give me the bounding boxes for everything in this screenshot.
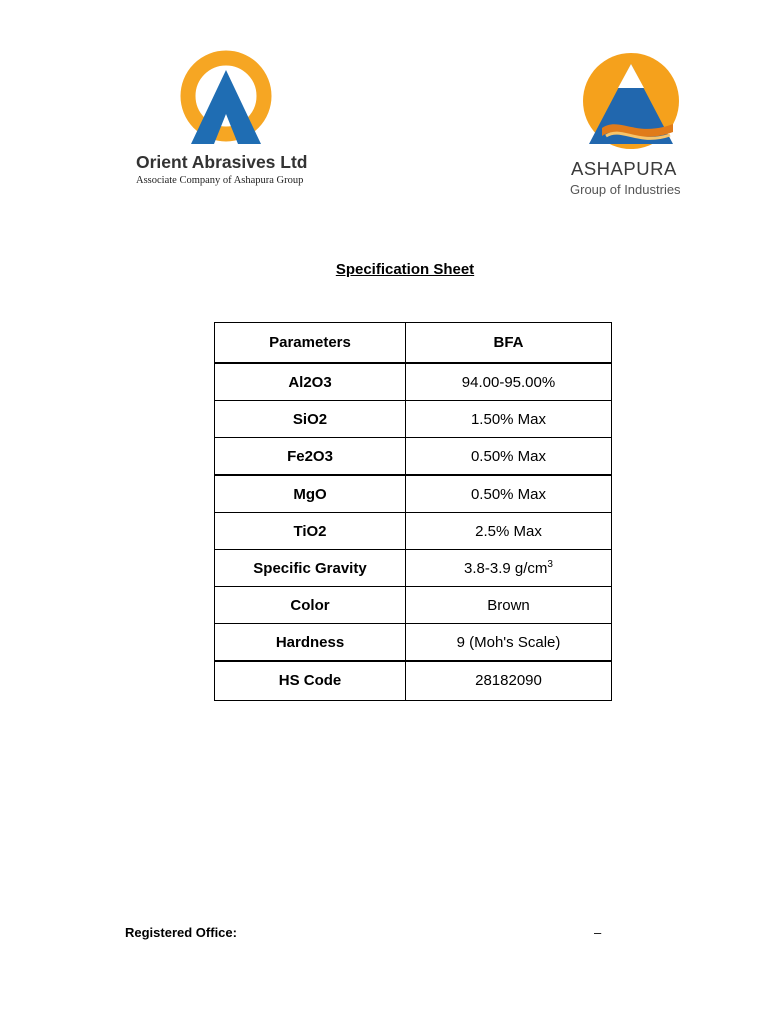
row-param: MgO [215, 475, 406, 513]
row-value: 0.50% Max [406, 438, 612, 476]
row-value: 0.50% Max [406, 475, 612, 513]
ashapura-brand-name: ASHAPURA [571, 158, 677, 179]
table-row [215, 661, 612, 700]
ashapura-brand-subtitle: Group of Industries [570, 182, 681, 197]
specification-table [214, 322, 612, 701]
ashapura-logo [562, 48, 712, 203]
row-value: 2.5% Max [406, 513, 612, 550]
orient-brand-tagline: Associate Company of Ashapura Group [136, 175, 304, 186]
table-row [215, 401, 612, 438]
table-row [215, 513, 612, 550]
orient-logo-mark-icon [176, 48, 276, 148]
row-value: 9 (Moh's Scale) [406, 624, 612, 662]
row-param: Hardness [215, 624, 406, 662]
page-title: Specification Sheet [335, 261, 475, 278]
table-row [215, 624, 612, 662]
table-row [215, 587, 612, 624]
header-bfa: BFA [406, 323, 612, 364]
row-param: Color [215, 587, 406, 624]
row-param: SiO2 [215, 401, 406, 438]
table-header-row [215, 323, 612, 364]
table-row [215, 438, 612, 476]
row-param: Al2O3 [215, 363, 406, 401]
table-row [215, 550, 612, 587]
row-value: 28182090 [406, 661, 612, 700]
row-value-text: 3.8-3.9 g/cm [464, 560, 548, 577]
row-value-superscript: 3 [547, 559, 553, 570]
row-value [406, 550, 612, 587]
table-row [215, 363, 612, 401]
row-value: Brown [406, 587, 612, 624]
header-parameters: Parameters [215, 323, 406, 364]
row-value: 94.00-95.00% [406, 363, 612, 401]
row-param: TiO2 [215, 513, 406, 550]
row-param: Fe2O3 [215, 438, 406, 476]
ashapura-logo-mark-icon [574, 52, 688, 152]
orient-brand-name: Orient Abrasives Ltd [136, 152, 308, 172]
orient-abrasives-logo [130, 48, 330, 198]
footer-dash: – [594, 925, 602, 940]
row-param: HS Code [215, 661, 406, 700]
row-value: 1.50% Max [406, 401, 612, 438]
row-param: Specific Gravity [215, 550, 406, 587]
table-row [215, 475, 612, 513]
registered-office-label: Registered Office: [125, 925, 237, 940]
